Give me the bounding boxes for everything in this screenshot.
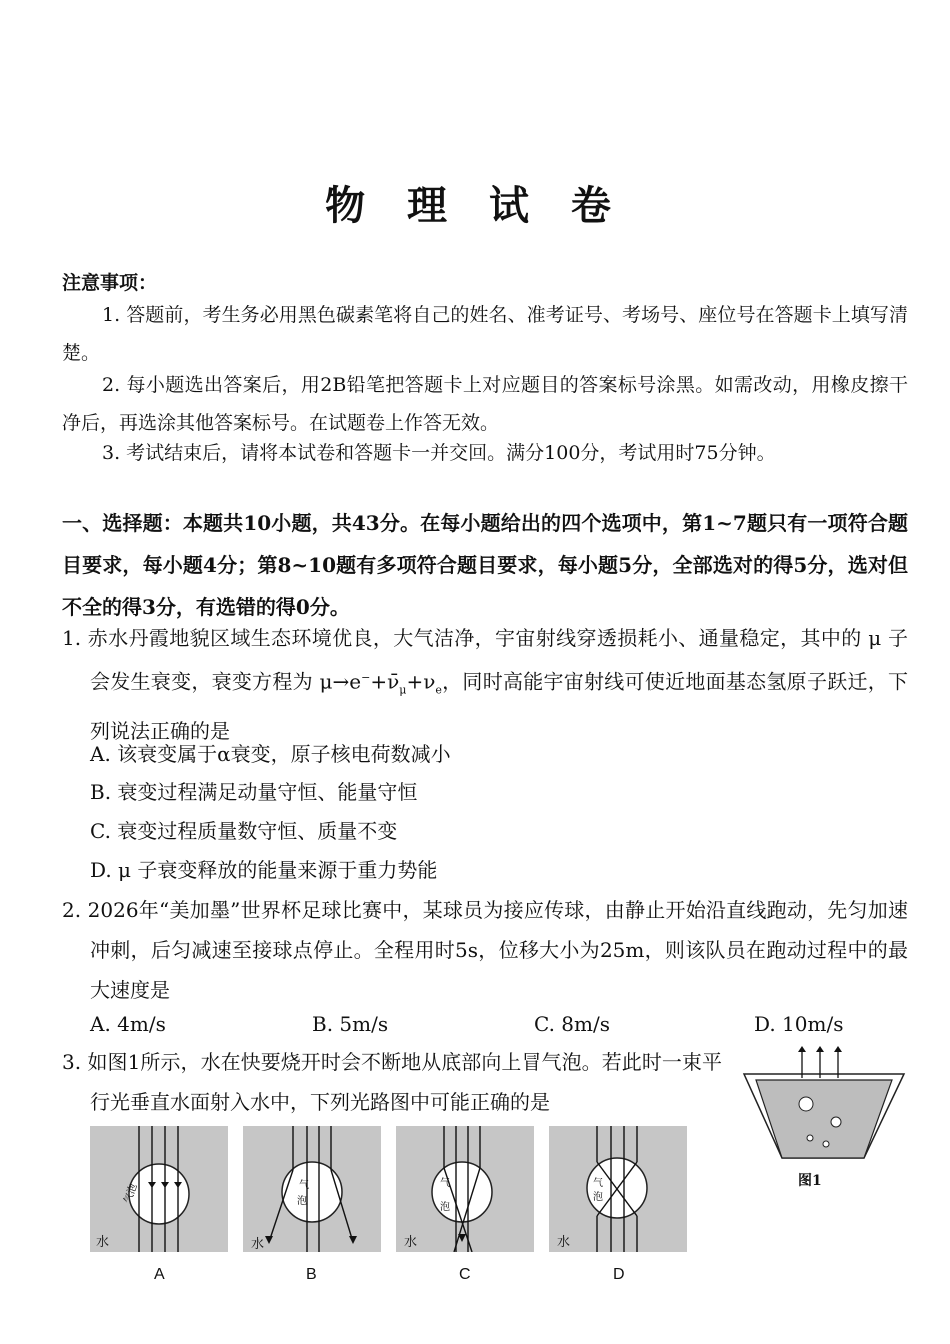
panel-c-water-label: 水 bbox=[404, 1235, 418, 1250]
q1-option-d[interactable]: D. μ 子衰变释放的能量来源于重力势能 bbox=[90, 858, 438, 882]
q1-option-b[interactable]: B. 衰变过程满足动量守恒、能量守恒 bbox=[90, 780, 418, 804]
panel-label-c: C bbox=[459, 1266, 471, 1283]
notice-heading: 注意事项： bbox=[62, 272, 158, 294]
question-3 bbox=[62, 1042, 722, 1122]
figure-panel-d[interactable] bbox=[549, 1126, 687, 1252]
q1-sub-e: e bbox=[435, 683, 442, 697]
figure-panel-b[interactable] bbox=[243, 1126, 381, 1252]
panel-label-a: A bbox=[154, 1266, 165, 1283]
q1-sup: − bbox=[361, 671, 371, 684]
q2-option-c[interactable]: C. 8m/s bbox=[534, 1012, 610, 1036]
figure-panel-c[interactable] bbox=[396, 1126, 534, 1252]
notice-item-2: 2. 每小题选出答案后，用2B铅笔把答题卡上对应题目的答案标号涂黑。如需改动，用橡皮擦干净后，再选涂其他答案标号。在试题卷上作答无效。 bbox=[62, 374, 908, 434]
q1-text-c: +ν bbox=[406, 669, 436, 694]
panel-a-water-label: 水 bbox=[96, 1235, 110, 1250]
panel-c-bubble-char-2: 泡 bbox=[440, 1202, 450, 1213]
notice-item-3: 3. 考试结束后，请将本试卷和答题卡一并交回。满分100分，考试用时75分钟。 bbox=[102, 442, 776, 464]
panel-b-water-label: 水 bbox=[251, 1237, 265, 1252]
q2-option-a[interactable]: A. 4m/s bbox=[90, 1012, 166, 1036]
panel-d-bubble-char-1: 气 bbox=[593, 1178, 603, 1189]
panel-d-bubble-char-2: 泡 bbox=[593, 1192, 603, 1203]
panel-b-bubble-char-2: 泡 bbox=[297, 1196, 307, 1207]
q1-option-c[interactable]: C. 衰变过程质量数守恒、质量不变 bbox=[90, 819, 398, 843]
panel-label-d: D bbox=[613, 1266, 625, 1283]
q1-text-b: +ν̄ bbox=[370, 669, 400, 694]
figure-1-caption: 图1 bbox=[798, 1173, 822, 1189]
panel-c-bubble-char-1: 气 bbox=[440, 1178, 450, 1189]
question-1 bbox=[62, 618, 908, 751]
panel-label-b: B bbox=[306, 1266, 317, 1283]
panel-d-water-label: 水 bbox=[557, 1235, 571, 1250]
figure-panel-a[interactable] bbox=[90, 1126, 228, 1252]
question-2 bbox=[62, 890, 908, 1010]
panel-a-bubble-label: 气泡 bbox=[122, 1182, 140, 1206]
panel-b-bubble-char-1: 气 bbox=[299, 1180, 309, 1191]
q1-text-a: 1. 赤水丹霞地貌区域生态环境优良，大气洁净，宇宙射线穿透损耗小、通量稳定，其中的 μ 子会发生衰变，衰变方程为 μ→e bbox=[62, 626, 908, 694]
page-title: 物 理 试 卷 bbox=[325, 182, 625, 229]
q1-sub-mu: μ bbox=[399, 683, 407, 697]
q2-option-b[interactable]: B. 5m/s bbox=[312, 1012, 389, 1036]
q2-text: 2. 2026年“美加墨”世界杯足球比赛中，某球员为接应传球，由静止开始沿直线跑动，先匀加速冲刺，后匀减速至接球点停止。全程用时5s，位移大小为25m，则该队员在跑动过程中的最大速度是 bbox=[62, 898, 908, 1002]
q3-text: 3. 如图1所示，水在快要烧开时会不断地从底部向上冒气泡。若此时一束平行光垂直水面射入水中，下列光路图中可能正确的是 bbox=[62, 1050, 722, 1114]
notice-item-1: 1. 答题前，考生务必用黑色碳素笔将自己的姓名、准考证号、考场号、座位号在答题卡上填写清楚。 bbox=[62, 304, 908, 364]
q1-text-d: ，同时高能宇宙射线可使近地面基态氢原子跃迁，下列说法正确的是 bbox=[90, 669, 909, 743]
figure-1-pot bbox=[734, 1046, 910, 1166]
q1-option-a[interactable]: A. 该衰变属于α衰变，原子核电荷数减小 bbox=[90, 742, 451, 766]
q2-option-d[interactable]: D. 10m/s bbox=[754, 1012, 844, 1036]
section-heading: 一、选择题：本题共10小题，共43分。在每小题给出的四个选项中，第1~7题只有一项符合题目要求，每小题4分；第8~10题有多项符合题目要求，每小题5分，全部选对的得5分，选对但不全的得3分，有选错的得0分。 bbox=[62, 511, 908, 619]
